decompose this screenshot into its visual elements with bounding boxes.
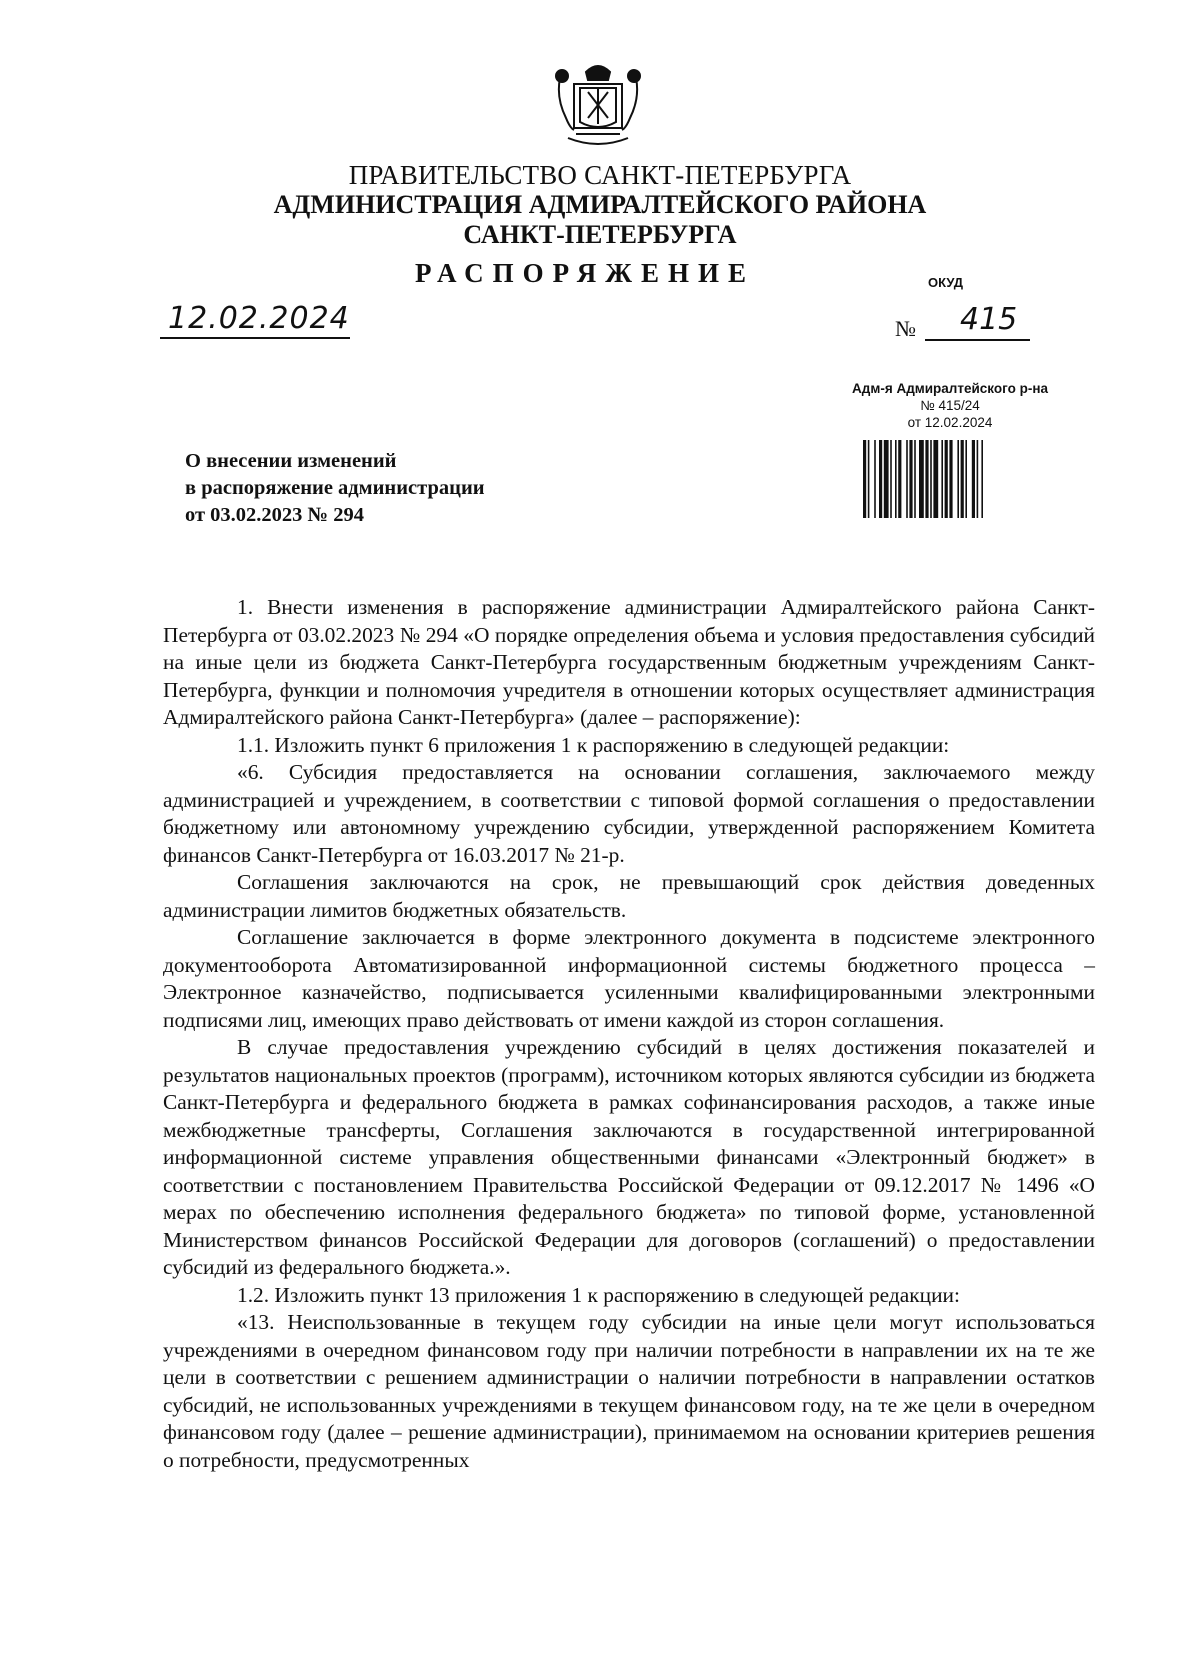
coat-of-arms-emblem (548, 58, 648, 158)
paragraph-national-projects: В случае предоставления учреждению субсидий в целях достижения показателей и результатов национальных проектов (программ), источником которых являются субсидии из бюджета Санкт-Петербурга и федерального бюджета в рамках софинансирования расходов, а также иные межбюджетные трансферты, Соглашения заключаются в государственной интегрированной информационной системе управления общественными финансами «Электронный бюджет» в соответствии с постановлением Правительства Российской Федерации от 09.12.2017 № 1496 «О мерах по обеспечению исполнения федерального бюджета» по типовой форме, установленной Министерством финансов Российской Федерации для договоров (соглашений) о предоставлении субсидий из федерального бюджета.». (163, 1035, 1095, 1279)
paragraph-quote-6: «6. Субсидия предоставляется на основании соглашения, заключаемого между администрацией и учреждением, в соответствии с типовой формой соглашения о предоставлении бюджетному или автономному учреждению субсидии, утвержденной распоряжением Комитета финансов Санкт-Петербурга от 16.03.2017 № 21-р. (163, 760, 1095, 867)
barcode-bar (884, 440, 889, 518)
paragraph-electronic-form: Соглашение заключается в форме электронного документа в подсистеме электронного документооборота Автоматизированной информационной системы бюджетного процесса – Электронное казначейство, подписывается усиленными квалифицированными электронными подписями лиц, имеющих право действовать от имени каждой из сторон соглашения. (163, 925, 1095, 1032)
number-underline (925, 339, 1030, 341)
barcode-bar (909, 440, 912, 518)
barcode-bar (961, 440, 964, 518)
barcode-bar (906, 440, 908, 518)
barcode-bar (949, 440, 952, 518)
barcode-bar (941, 440, 943, 518)
barcode-bar (977, 440, 979, 518)
number-sign: № (895, 316, 916, 341)
barcode-bar (895, 440, 897, 518)
handwritten-date: 12.02.2024 (168, 301, 350, 336)
barcode (863, 440, 1023, 518)
document-subject (185, 448, 485, 529)
barcode-bar (965, 440, 967, 518)
stamp-line3: от 12.02.2024 (907, 415, 993, 430)
barcode-bar (957, 440, 959, 518)
stamp-line2: № 415/24 (920, 398, 980, 413)
date-underline (160, 337, 350, 339)
barcode-bar (925, 440, 928, 518)
barcode-bar (874, 440, 876, 518)
okud-label: ОКУД (928, 275, 964, 290)
paragraph-quote-13: «13. Неиспользованные в текущем году субсидии на иные цели могут использоваться учреждениями в очередном финансовом году при наличии потребности в направлении их на те же цели в соответствии с решением администрации о наличии потребности в направлении остатков субсидий, не использованных учреждениями в текущем финансовом году, на те же цели в очередном финансовом году (далее – решение администрации), принимаемом на основании критериев решения о потребности, предусмотренных (163, 1310, 1095, 1472)
barcode-bar (863, 440, 866, 518)
document-body (163, 594, 1095, 1474)
registration-stamp (830, 380, 1070, 431)
barcode-bar (919, 440, 924, 518)
barcode-bar (930, 440, 932, 518)
stamp-line1: Адм-я Адмиралтейского р-на (852, 381, 1048, 396)
subject-line3: от 03.02.2023 № 294 (185, 504, 365, 526)
paragraph-agreements-term: Соглашения заключаются на срок, не превышающий срок действия доведенных администрации лимитов бюджетных обязательств. (163, 870, 1095, 922)
barcode-bar (890, 440, 892, 518)
barcode-bar (945, 440, 948, 518)
government-title: ПРАВИТЕЛЬСТВО САНКТ-ПЕТЕРБУРГА (348, 160, 852, 190)
barcode-bar (914, 440, 916, 518)
barcode-bar (868, 440, 870, 518)
barcode-bar (981, 440, 983, 518)
paragraph-1: 1. Внести изменения в распоряжение администрации Адмиралтейского района Санкт-Петербурга от 03.02.2023 № 294 «О порядке определения объема и условия предоставления субсидий на иные цели из бюджета Санкт-Петербурга государственным бюджетным учреждениям Санкт-Петербурга, функции и полномочия учредителя в отношении которых осуществляет администрация Адмиралтейского района Санкт-Петербурга» (далее – распоряжение): (163, 595, 1095, 729)
administration-title-line2: САНКТ-ПЕТЕРБУРГА (463, 220, 737, 249)
barcode-bar (898, 440, 901, 518)
handwritten-number: 415 (960, 302, 1018, 337)
paragraph-1-1: 1.1. Изложить пункт 6 приложения 1 к распоряжению в следующей редакции: (237, 732, 950, 757)
barcode-bar (972, 440, 975, 518)
paragraph-1-2: 1.2. Изложить пункт 13 приложения 1 к распоряжению в следующей редакции: (237, 1282, 960, 1307)
administration-title-line1: АДМИНИСТРАЦИЯ АДМИРАЛТЕЙСКОГО РАЙОНА (273, 190, 927, 219)
barcode-bar (879, 440, 882, 518)
document-type-title: РАСПОРЯЖЕНИЕ (414, 258, 756, 288)
barcode-bar (933, 440, 938, 518)
subject-line2: в распоряжение администрации (185, 477, 485, 499)
subject-line1: О внесении изменений (185, 450, 397, 472)
